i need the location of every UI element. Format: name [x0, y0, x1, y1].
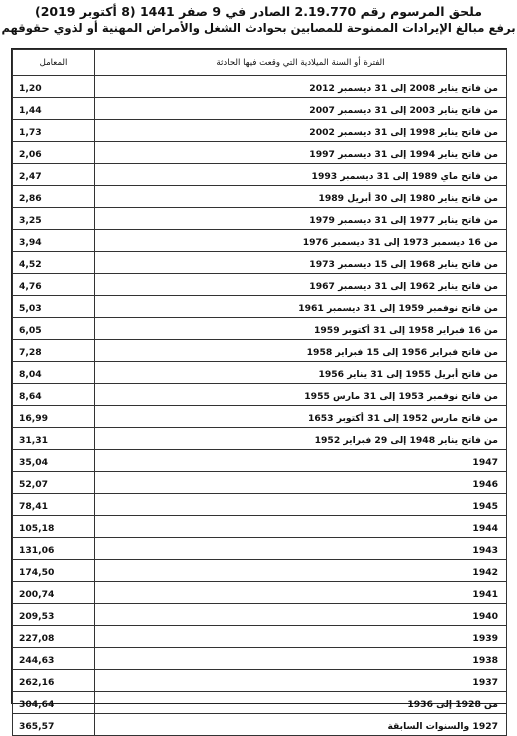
table-row [13, 428, 507, 450]
period-cell: 1940 [95, 604, 507, 626]
coefficient-cell: 1,20 [13, 76, 95, 98]
document-subtitle: برفع مبالغ الإيرادات الممنوحة للمصابين بحوادث الشغل والأمراض المهنية أو لذوي حقوقهم [1, 21, 516, 35]
document-title: ملحق المرسوم رقم 2.19.770 الصادر في 9 صفر 1441 (8 أكتوبر 2019) [35, 4, 482, 19]
table-row [13, 208, 507, 230]
period-cell: من فاتح يناير 1994 إلى 31 ديسمبر 1997 [95, 142, 507, 164]
period-cell: من فاتح يناير 1962 إلى 31 ديسمبر 1967 [95, 274, 507, 296]
period-cell: 1941 [95, 582, 507, 604]
period-cell: من فاتح ماي 1989 إلى 31 ديسمبر 1993 [95, 164, 507, 186]
coefficient-cell: 244,63 [13, 648, 95, 670]
table-row [13, 670, 507, 692]
table-row [13, 120, 507, 142]
column-header-coefficient: المعامل [13, 50, 95, 76]
table-row [13, 604, 507, 626]
period-cell: من فاتح فبراير 1956 إلى 15 فبراير 1958 [95, 340, 507, 362]
table-body [13, 50, 507, 736]
table-row [13, 318, 507, 340]
coefficient-cell: 78,41 [13, 494, 95, 516]
period-cell: من فاتح نوفمبر 1953 إلى 31 مارس 1955 [95, 384, 507, 406]
coefficient-cell: 131,06 [13, 538, 95, 560]
table-row [13, 186, 507, 208]
period-cell: 1943 [95, 538, 507, 560]
table-row [13, 98, 507, 120]
period-cell: 1927 والسنوات السابقة [95, 714, 507, 736]
coefficient-cell: 262,16 [13, 670, 95, 692]
coefficient-cell: 31,31 [13, 428, 95, 450]
table-row [13, 582, 507, 604]
period-cell: من 16 ديسمبر 1973 إلى 31 ديسمبر 1976 [95, 230, 507, 252]
period-cell: من فاتح أبريل 1955 إلى 31 يناير 1956 [95, 362, 507, 384]
coefficient-cell: 2,06 [13, 142, 95, 164]
period-cell: 1944 [95, 516, 507, 538]
table-row [13, 648, 507, 670]
coefficients-table [11, 48, 507, 732]
period-cell: 1945 [95, 494, 507, 516]
coefficient-cell: 8,64 [13, 384, 95, 406]
coefficient-cell: 227,08 [13, 626, 95, 648]
table-row [13, 274, 507, 296]
table-row [13, 714, 507, 736]
coefficient-cell: 16,99 [13, 406, 95, 428]
period-cell: من 16 فبراير 1958 إلى 31 أكتوبر 1959 [95, 318, 507, 340]
coefficient-cell: 105,18 [13, 516, 95, 538]
table-row [13, 516, 507, 538]
coefficient-cell: 4,76 [13, 274, 95, 296]
coefficient-cell: 209,53 [13, 604, 95, 626]
table-row [13, 340, 507, 362]
coefficient-cell: 6,05 [13, 318, 95, 340]
table-row [13, 142, 507, 164]
coefficient-cell: 2,47 [13, 164, 95, 186]
coefficient-cell: 3,94 [13, 230, 95, 252]
table-row [13, 296, 507, 318]
period-cell: من فاتح يناير 1980 إلى 30 أبريل 1989 [95, 186, 507, 208]
coefficient-cell: 2,86 [13, 186, 95, 208]
period-cell: 1939 [95, 626, 507, 648]
coefficient-cell: 174,50 [13, 560, 95, 582]
table-row [13, 626, 507, 648]
table-row [13, 450, 507, 472]
table-row [13, 252, 507, 274]
table-row [13, 384, 507, 406]
period-cell: 1946 [95, 472, 507, 494]
period-cell: من 1928 إلى 1936 [95, 692, 507, 714]
table-row [13, 472, 507, 494]
table-row [13, 362, 507, 384]
period-cell: 1942 [95, 560, 507, 582]
period-cell: من فاتح يناير 2008 إلى 31 ديسمبر 2012 [95, 76, 507, 98]
coefficient-cell: 52,07 [13, 472, 95, 494]
table-row [13, 164, 507, 186]
period-cell: من فاتح يناير 1968 إلى 15 ديسمبر 1973 [95, 252, 507, 274]
coefficients-table-grid [12, 49, 507, 736]
period-cell: من فاتح يناير 1948 إلى 29 فبراير 1952 [95, 428, 507, 450]
coefficient-cell: 7,28 [13, 340, 95, 362]
table-row [13, 76, 507, 98]
coefficient-cell: 5,03 [13, 296, 95, 318]
period-cell: من فاتح يناير 2003 إلى 31 ديسمبر 2007 [95, 98, 507, 120]
period-cell: 1938 [95, 648, 507, 670]
coefficient-cell: 365,57 [13, 714, 95, 736]
period-cell: من فاتح مارس 1952 إلى 31 أكتوبر 1653 [95, 406, 507, 428]
table-row [13, 494, 507, 516]
period-cell: من فاتح نوفمبر 1959 إلى 31 ديسمبر 1961 [95, 296, 507, 318]
period-cell: 1937 [95, 670, 507, 692]
coefficient-cell: 3,25 [13, 208, 95, 230]
table-row [13, 538, 507, 560]
table-row [13, 560, 507, 582]
coefficient-cell: 1,44 [13, 98, 95, 120]
coefficient-cell: 4,52 [13, 252, 95, 274]
table-row [13, 692, 507, 714]
table-header-row [13, 50, 507, 76]
coefficient-cell: 8,04 [13, 362, 95, 384]
period-cell: من فاتح يناير 1998 إلى 31 ديسمبر 2002 [95, 120, 507, 142]
coefficient-cell: 304,64 [13, 692, 95, 714]
period-cell: من فاتح يناير 1977 إلى 31 ديسمبر 1979 [95, 208, 507, 230]
table-row [13, 406, 507, 428]
coefficient-cell: 200,74 [13, 582, 95, 604]
period-cell: 1947 [95, 450, 507, 472]
coefficient-cell: 35,04 [13, 450, 95, 472]
table-row [13, 230, 507, 252]
column-header-period: الفترة أو السنة الميلادية التي وقعت فيها الحادثة [95, 50, 507, 76]
coefficient-cell: 1,73 [13, 120, 95, 142]
